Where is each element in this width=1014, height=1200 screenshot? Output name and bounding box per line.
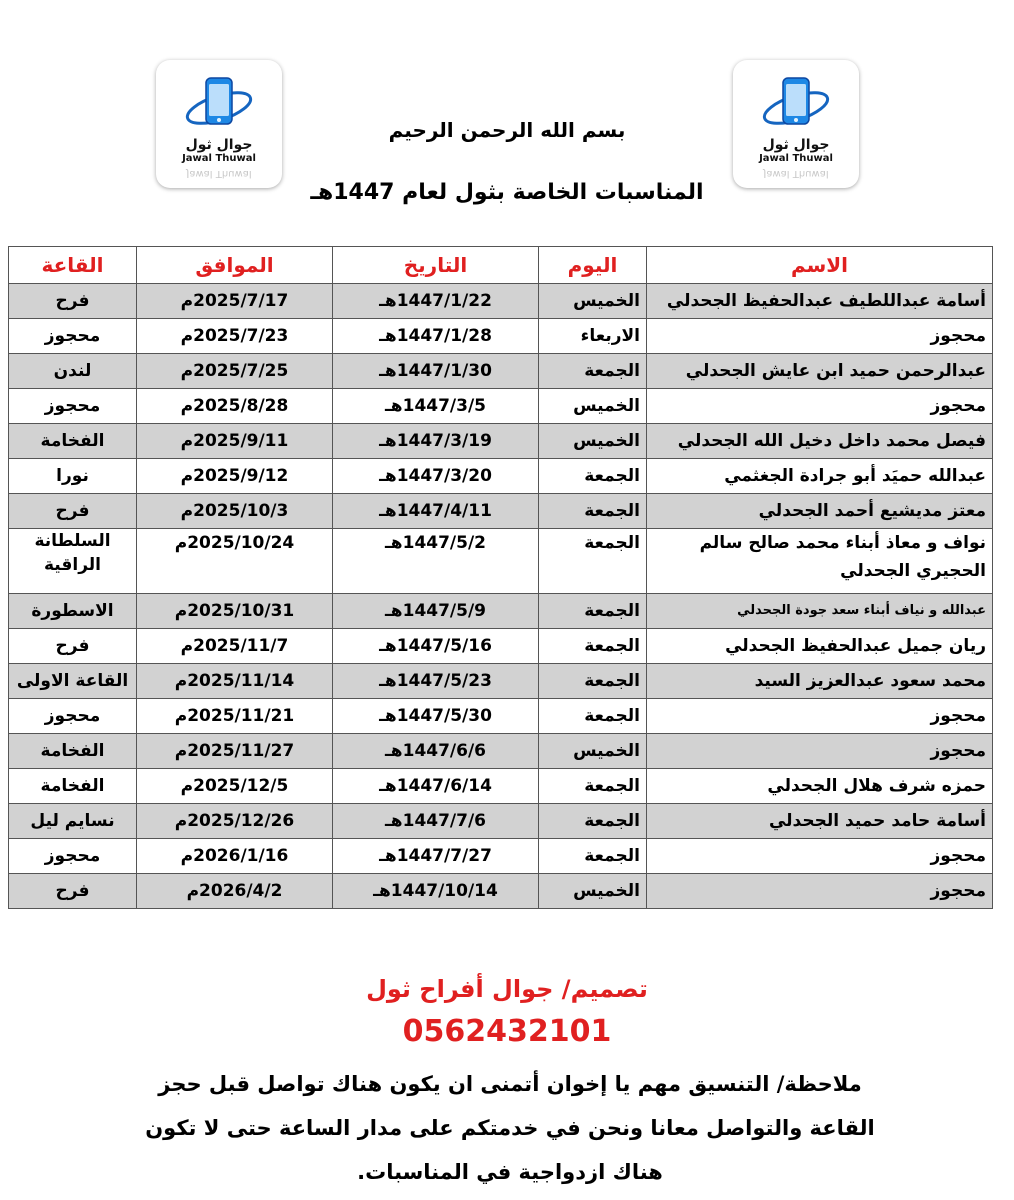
page-title: المناسبات الخاصة بثول لعام 1447هـ: [310, 180, 704, 205]
table-row: [9, 594, 993, 629]
cell-hijri-date: 1447/1/30هـ: [333, 354, 539, 389]
contact-phone: 0562432101: [402, 1014, 612, 1049]
note-text: ملاحظة/ التنسيق مهم يا إخوان أتمنى ان يكون هناك تواصل قبل حجز القاعة والتواصل معانا ونحن في خدمتكم على مدار الساعة حتى لا تكون هناك ازدواجية في المناسبات.: [145, 1072, 875, 1184]
cell-name: نواف و معاذ أبناء محمد صالح سالم الحجيري الجحدلي: [647, 529, 993, 594]
cell-hijri-date: 1447/6/14هـ: [333, 769, 539, 804]
logo-arabic-name: جوال ثول: [762, 137, 830, 153]
table-row: [9, 874, 993, 909]
column-header-hijri-date: التاريخ: [333, 247, 539, 284]
cell-name: فيصل محمد داخل دخيل الله الجحدلي: [647, 424, 993, 459]
cell-name: حمزه شرف هلال الجحدلي: [647, 769, 993, 804]
cell-hijri-date: 1447/6/6هـ: [333, 734, 539, 769]
cell-name: ريان جميل عبدالحفيظ الجحدلي: [647, 629, 993, 664]
cell-gregorian-date: 2025/11/7م: [137, 629, 333, 664]
cell-hall: السلطانة الراقية: [9, 529, 137, 594]
cell-day: الجمعة: [539, 354, 647, 389]
cell-hijri-date: 1447/7/27هـ: [333, 839, 539, 874]
cell-gregorian-date: 2026/1/16م: [137, 839, 333, 874]
table-row: [9, 424, 993, 459]
cell-gregorian-date: 2025/12/26م: [137, 804, 333, 839]
cell-day: الجمعة: [539, 629, 647, 664]
cell-hijri-date: 1447/5/30هـ: [333, 699, 539, 734]
cell-name: محجوز: [647, 699, 993, 734]
basmala: بسم الله الرحمن الرحيم: [388, 118, 626, 142]
cell-name: أسامة عبداللطيف عبدالحفيظ الجحدلي: [647, 284, 993, 319]
cell-name: أسامة حامد حميد الجحدلي: [647, 804, 993, 839]
column-header-name: الاسم: [647, 247, 993, 284]
design-credit: تصميم/ جوال أفراح ثول: [366, 975, 648, 1003]
column-header-gregorian-date: الموافق: [137, 247, 333, 284]
cell-hijri-date: 1447/3/19هـ: [333, 424, 539, 459]
cell-hall: الفخامة: [9, 769, 137, 804]
cell-hall: محجوز: [9, 839, 137, 874]
cell-hall: الاسطورة: [9, 594, 137, 629]
cell-hall: الفخامة: [9, 734, 137, 769]
table-row: [9, 389, 993, 424]
cell-hijri-date: 1447/5/16هـ: [333, 629, 539, 664]
logo-arabic-name: جوال ثول: [185, 137, 253, 153]
cell-hijri-date: 1447/1/22هـ: [333, 284, 539, 319]
cell-hall: لندن: [9, 354, 137, 389]
cell-hall: نسايم ليل: [9, 804, 137, 839]
cell-hijri-date: 1447/5/9هـ: [333, 594, 539, 629]
table-row: [9, 494, 993, 529]
cell-hall: القاعة الاولى: [9, 664, 137, 699]
cell-day: الجمعة: [539, 839, 647, 874]
events-table: [8, 246, 993, 909]
cell-hall: فرح: [9, 629, 137, 664]
table-row: [9, 629, 993, 664]
cell-hall: فرح: [9, 284, 137, 319]
cell-day: الخميس: [539, 284, 647, 319]
cell-hijri-date: 1447/3/20هـ: [333, 459, 539, 494]
cell-day: الجمعة: [539, 769, 647, 804]
cell-hall: محجوز: [9, 389, 137, 424]
cell-hijri-date: 1447/1/28هـ: [333, 319, 539, 354]
cell-gregorian-date: 2025/7/17م: [137, 284, 333, 319]
cell-hijri-date: 1447/4/11هـ: [333, 494, 539, 529]
logo-english-name: Jawal Thuwal: [182, 153, 256, 164]
cell-gregorian-date: 2025/7/23م: [137, 319, 333, 354]
cell-name: محجوز: [647, 734, 993, 769]
cell-gregorian-date: 2026/4/2م: [137, 874, 333, 909]
cell-hall: نورا: [9, 459, 137, 494]
cell-hall: فرح: [9, 874, 137, 909]
cell-day: الجمعة: [539, 699, 647, 734]
logo-reflection: Jawal Thuwal: [763, 168, 829, 179]
cell-day: الجمعة: [539, 664, 647, 699]
cell-hijri-date: 1447/10/14هـ: [333, 874, 539, 909]
cell-hijri-date: 1447/3/5هـ: [333, 389, 539, 424]
cell-gregorian-date: 2025/11/27م: [137, 734, 333, 769]
cell-day: الخميس: [539, 874, 647, 909]
table-header-row: [9, 247, 993, 284]
cell-name: عبدالرحمن حميد ابن عايش الجحدلي: [647, 354, 993, 389]
cell-gregorian-date: 2025/11/21م: [137, 699, 333, 734]
logo-english-name: Jawal Thuwal: [759, 153, 833, 164]
cell-gregorian-date: 2025/8/28م: [137, 389, 333, 424]
column-header-day: اليوم: [539, 247, 647, 284]
table-row: [9, 734, 993, 769]
cell-hijri-date: 1447/5/2هـ: [333, 529, 539, 594]
cell-hall: الفخامة: [9, 424, 137, 459]
cell-hall: محجوز: [9, 319, 137, 354]
table-row: [9, 284, 993, 319]
cell-day: الخميس: [539, 389, 647, 424]
cell-gregorian-date: 2025/12/5م: [137, 769, 333, 804]
table-row: [9, 529, 993, 594]
cell-hijri-date: 1447/5/23هـ: [333, 664, 539, 699]
cell-gregorian-date: 2025/7/25م: [137, 354, 333, 389]
table-row: [9, 354, 993, 389]
cell-day: الاربعاء: [539, 319, 647, 354]
cell-day: الجمعة: [539, 459, 647, 494]
cell-gregorian-date: 2025/9/11م: [137, 424, 333, 459]
table-row: [9, 664, 993, 699]
cell-name: عبدالله و نياف أبناء سعد جودة الجحدلي: [647, 594, 993, 629]
table-row: [9, 839, 993, 874]
cell-gregorian-date: 2025/10/31م: [137, 594, 333, 629]
table-row: [9, 319, 993, 354]
cell-name: محجوز: [647, 319, 993, 354]
cell-name: محجوز: [647, 874, 993, 909]
cell-gregorian-date: 2025/11/14م: [137, 664, 333, 699]
cell-day: الجمعة: [539, 494, 647, 529]
cell-hijri-date: 1447/7/6هـ: [333, 804, 539, 839]
table-row: [9, 699, 993, 734]
cell-day: الخميس: [539, 734, 647, 769]
logo-reflection: Jawal Thuwal: [186, 168, 252, 179]
cell-day: الجمعة: [539, 594, 647, 629]
table-row: [9, 459, 993, 494]
cell-gregorian-date: 2025/10/24م: [137, 529, 333, 594]
cell-name: محجوز: [647, 389, 993, 424]
cell-gregorian-date: 2025/9/12م: [137, 459, 333, 494]
cell-day: الخميس: [539, 424, 647, 459]
cell-hall: محجوز: [9, 699, 137, 734]
cell-day: الجمعة: [539, 804, 647, 839]
cell-name: محمد سعود عبدالعزيز السيد: [647, 664, 993, 699]
column-header-hall: القاعة: [9, 247, 137, 284]
cell-gregorian-date: 2025/10/3م: [137, 494, 333, 529]
cell-name: محجوز: [647, 839, 993, 874]
cell-name: معتز مديشيع أحمد الجحدلي: [647, 494, 993, 529]
cell-hall: فرح: [9, 494, 137, 529]
cell-name: عبدالله حميَد أبو جرادة الجغثمي: [647, 459, 993, 494]
cell-day: الجمعة: [539, 529, 647, 594]
table-row: [9, 769, 993, 804]
table-row: [9, 804, 993, 839]
